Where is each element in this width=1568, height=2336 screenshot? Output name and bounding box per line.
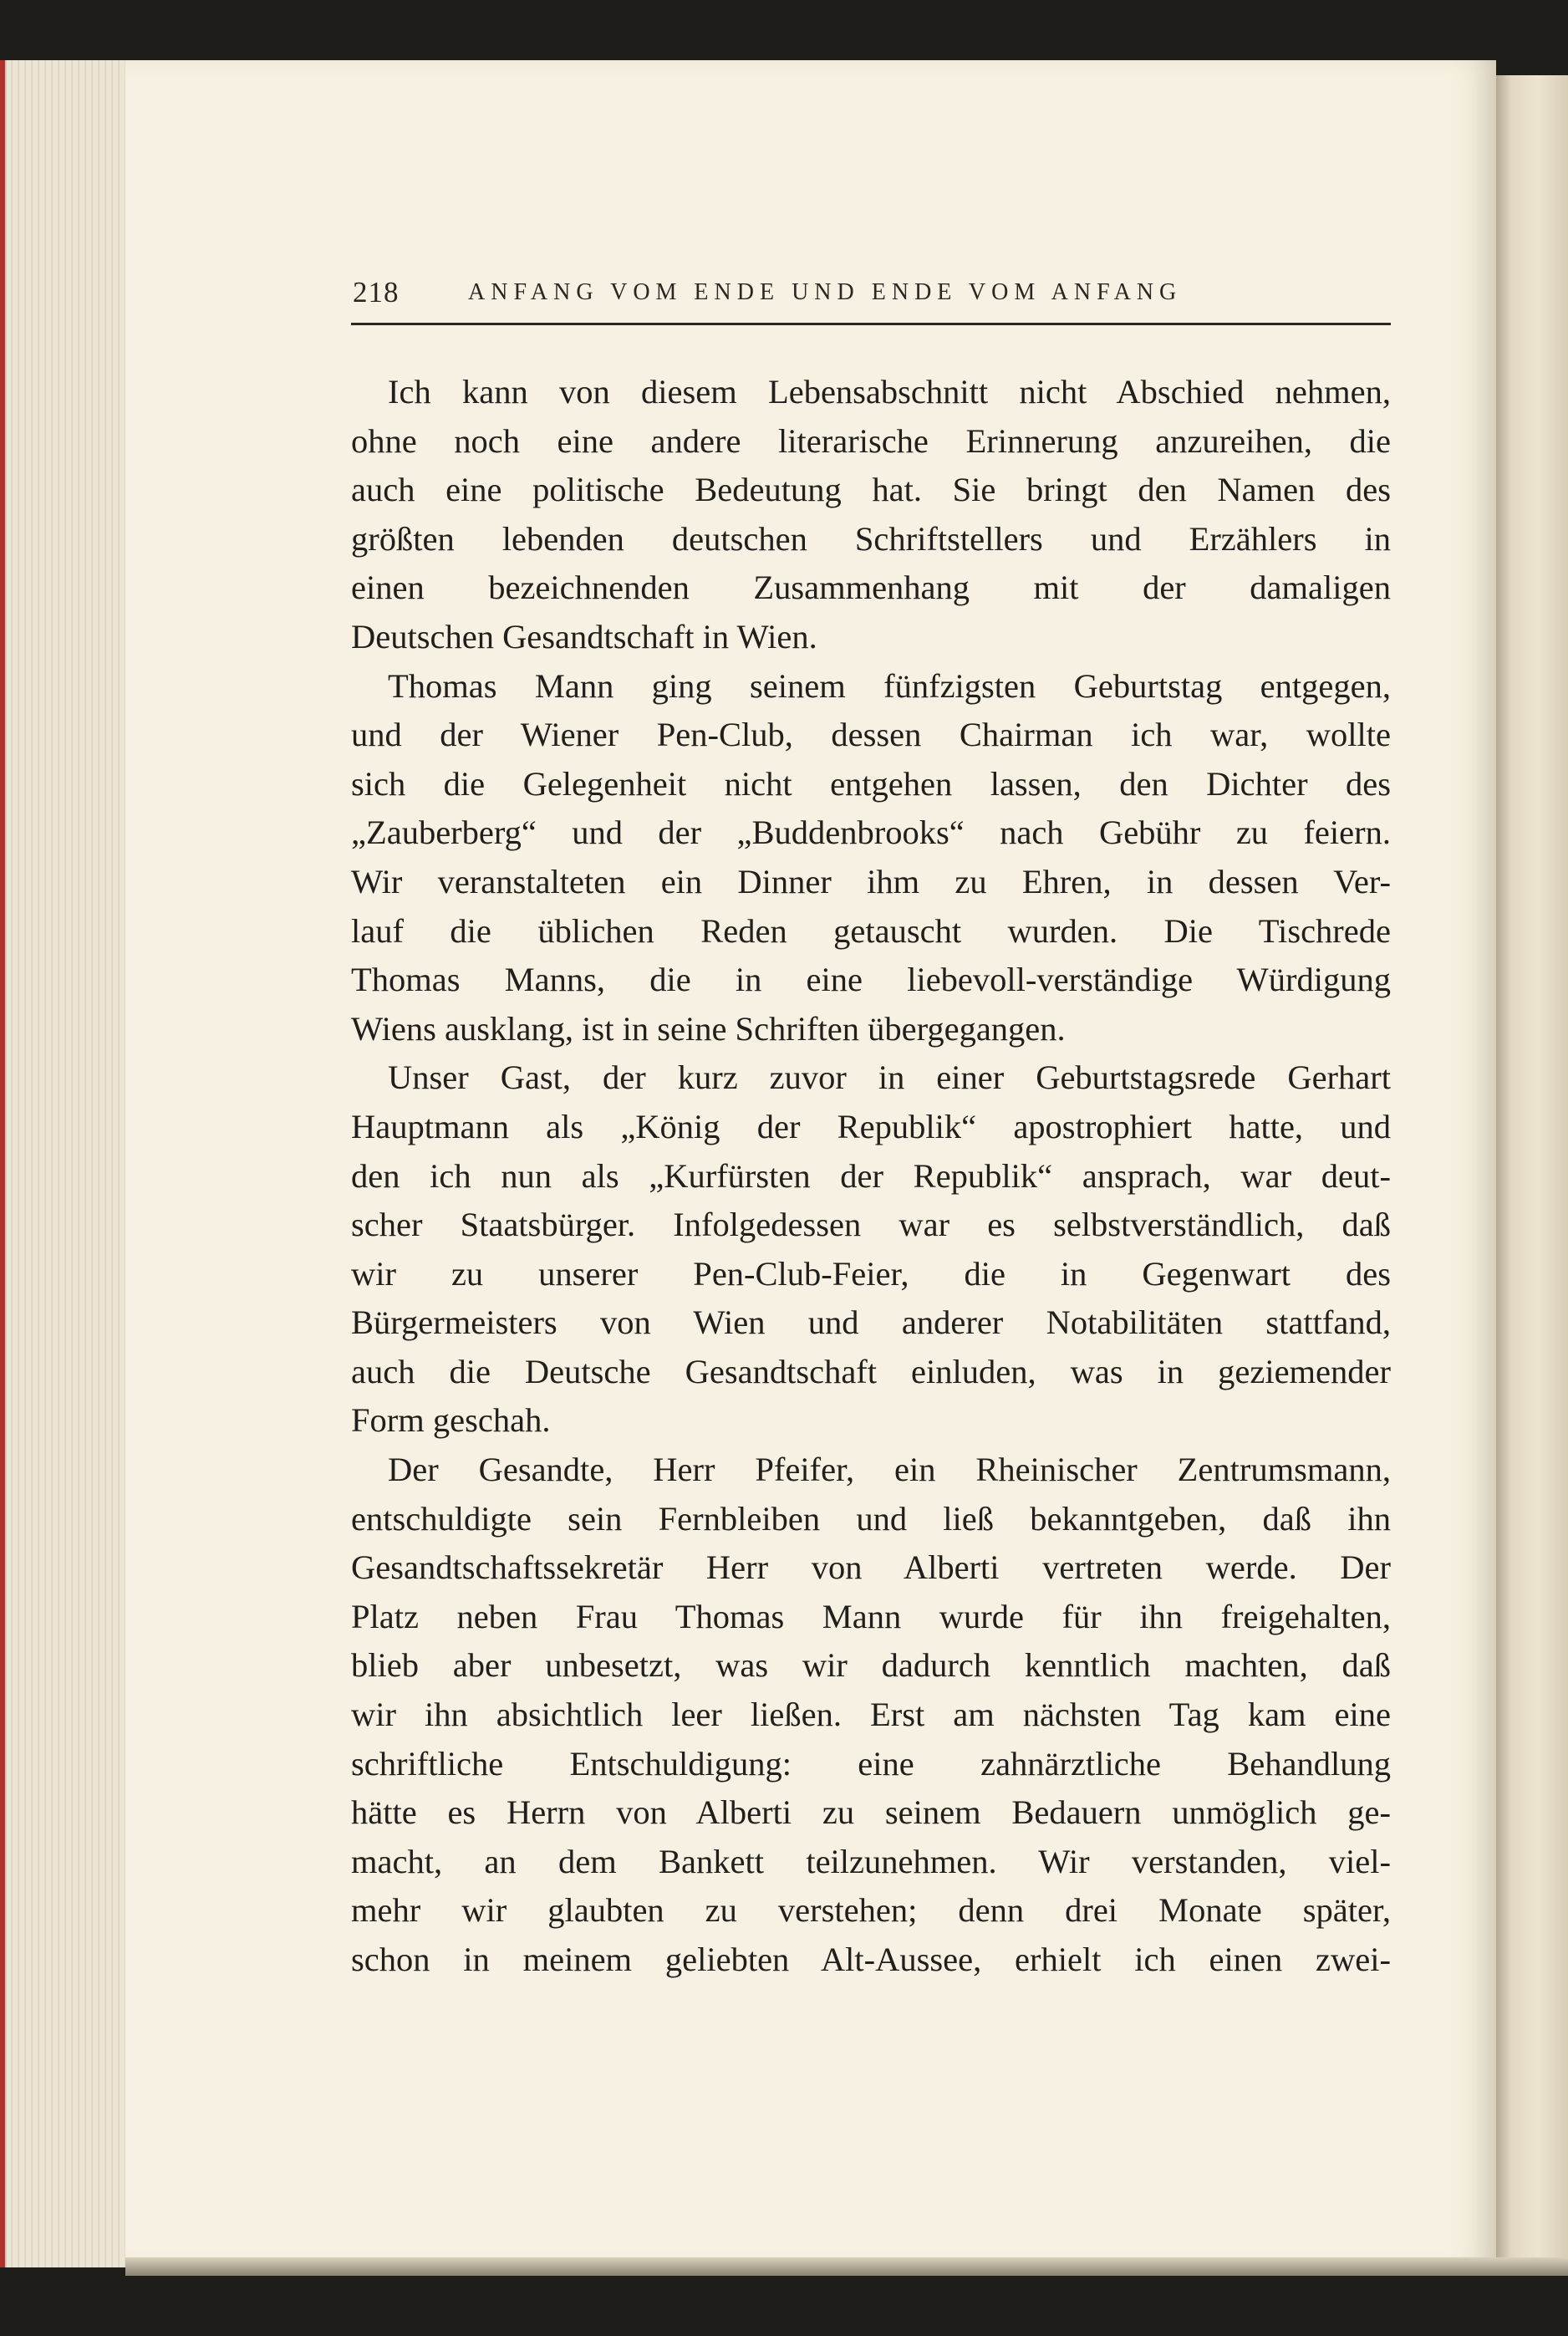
text-line: Wiens ausklang, ist in seine Schriften übergegangen. [351, 1009, 1066, 1048]
text-line: entschuldigte sein Fernbleiben und ließ bekanntgeben, daß ihn [351, 1499, 1391, 1538]
page-edges [0, 60, 134, 2267]
page-bottom-edge [125, 2257, 1568, 2276]
text-line: Gesandtschaftssekretär Herr von Alberti vertreten werde. Der [351, 1548, 1391, 1587]
text-line: Platz neben Frau Thomas Mann wurde für ihn freigehalten, [351, 1597, 1391, 1635]
text-line: schon in meinem geliebten Alt-Aussee, erhielt ich einen zwei- [351, 1941, 1391, 1978]
text-line: wir ihn absichtlich leer ließen. Erst am nächsten Tag kam eine [351, 1696, 1391, 1734]
text-line: Deutschen Gesandtschaft in Wien. [351, 617, 817, 655]
text-line: scher Staatsbürger. Infolgedessen war es selbstverständlich, daß [351, 1206, 1391, 1244]
text-line: auch die Deutsche Gesandtschaft einluden, was in geziemender [351, 1352, 1391, 1390]
text-line: blieb aber unbesetzt, was wir dadurch kenntlich machten, daß [351, 1646, 1391, 1685]
text-line: „Zauberberg“ und der „Buddenbrooks“ nach Gebühr zu feiern. [351, 814, 1391, 852]
text-line: Ich kann von diesem Lebensabschnitt nicht Abschied nehmen, [388, 373, 1391, 411]
text-line: schriftliche Entschuldigung: eine zahnärztliche Behandlung [351, 1744, 1391, 1783]
text-line: Thomas Mann ging seinem fünfzigsten Geburtstag entgegen, [388, 666, 1391, 705]
text-line: lauf die üblichen Reden getauscht wurden. Die Tischrede [351, 911, 1391, 950]
body-text [351, 368, 1391, 1985]
text-line: einen bezeichnenden Zusammenhang mit der damaligen [351, 569, 1391, 607]
text-line: hätte es Herrn von Alberti zu seinem Bedauern unmöglich ge- [351, 1793, 1391, 1832]
text-line: Wir veranstalteten ein Dinner ihm zu Ehren, in dessen Ver- [351, 862, 1391, 900]
facing-page-edge [1496, 75, 1568, 2266]
text-line: Der Gesandte, Herr Pfeifer, ein Rheinischer Zentrumsmann, [388, 1451, 1391, 1489]
text-line: und der Wiener Pen-Club, dessen Chairman ich war, wollte [351, 716, 1391, 754]
text-line: Thomas Manns, die in eine liebevoll-verständige Würdigung [351, 961, 1391, 999]
running-head: ANFANG VOM ENDE UND ENDE VOM ANFANG [468, 279, 1183, 305]
header-rule [351, 323, 1391, 325]
text-line: Unser Gast, der kurz zuvor in einer Geburtstagsrede Gerhart [388, 1058, 1391, 1097]
text-line: wir zu unserer Pen-Club-Feier, die in Gegenwart des [351, 1254, 1391, 1293]
page-header [351, 276, 1387, 326]
text-line: größten lebenden deutschen Schriftstellers und Erzählers in [351, 519, 1391, 558]
page-number: 218 [353, 276, 400, 309]
text-line: Hauptmann als „König der Republik“ apostrophiert hatte, und [351, 1107, 1391, 1145]
text-line: den ich nun als „Kurfürsten der Republik“ ansprach, war deut- [351, 1156, 1391, 1195]
text-line: macht, an dem Bankett teilzunehmen. Wir verstanden, viel- [351, 1842, 1391, 1880]
text-line: Bürgermeisters von Wien und anderer Notabilitäten stattfand, [351, 1303, 1391, 1342]
text-line: sich die Gelegenheit nicht entgehen lassen, den Dichter des [351, 764, 1391, 803]
text-line: mehr wir glaubten zu verstehen; denn drei Monate später, [351, 1891, 1391, 1930]
text-line: Form geschah. [351, 1401, 551, 1440]
text-line: ohne noch eine andere literarische Erinnerung anzureihen, die [351, 421, 1391, 460]
text-line: auch eine politische Bedeutung hat. Sie bringt den Namen des [351, 471, 1391, 509]
